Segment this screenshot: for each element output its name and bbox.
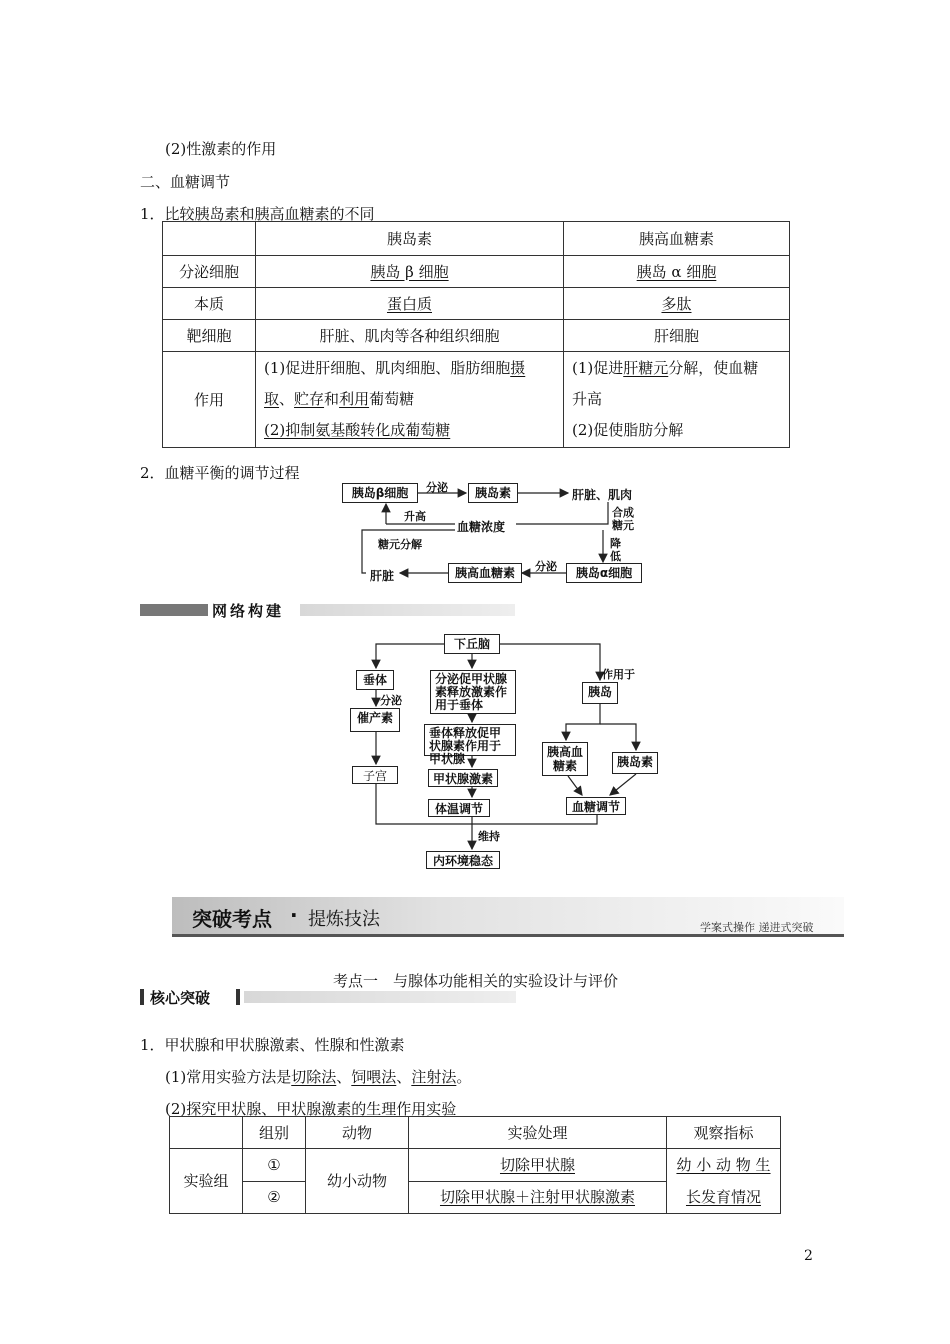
section-bar-right — [300, 604, 515, 616]
paragraph — [165, 1066, 471, 1087]
raise-label: 升高 — [404, 510, 426, 523]
liver-label: 肝脏 — [370, 569, 395, 583]
core-title: 核心突破 — [150, 989, 211, 1007]
text: (1)常用实验方法是 — [165, 1068, 292, 1086]
homeostasis-box: 内环境稳态 — [426, 851, 500, 869]
oxytocin-box: 催产素 — [350, 708, 400, 732]
text: (1)促进 — [572, 359, 624, 377]
banner-title: 突破考点 — [192, 907, 272, 931]
trh-box: 分泌促甲状腺素释放激素作用于垂体 — [430, 670, 516, 714]
subsection-title-compare: 1．比较胰岛素和胰高血糖素的不同 — [140, 205, 375, 223]
text: (2)抑制氨基酸转化成葡萄糖 — [264, 421, 451, 439]
glycogen-label: 糖元 — [612, 519, 634, 532]
text: 利用 — [339, 390, 370, 408]
core-bar-mark — [140, 989, 144, 1005]
text: 、 — [279, 390, 295, 408]
glucagon-box: 胰高血糖素 — [542, 742, 588, 776]
cell-value: ① — [243, 1149, 306, 1182]
pituitary-box: 垂体 — [356, 670, 394, 690]
text: 取 — [264, 390, 280, 408]
tsh-box: 垂体释放促甲状腺素作用于甲状腺 — [424, 724, 516, 756]
text: 贮存 — [294, 390, 325, 408]
text: 注射法 — [411, 1068, 457, 1086]
table-header: 动物 — [306, 1117, 409, 1149]
text: (2)促使脂肪分解 — [572, 421, 684, 439]
text: 葡萄糖 — [369, 390, 415, 408]
heading-sex-hormone: (2)性激素的作用 — [165, 140, 277, 158]
paragraph: 1．甲状腺和甲状腺激素、性腺和性激素 — [140, 1036, 405, 1054]
thyroid-experiment-table — [169, 1116, 781, 1214]
liver-muscle-label: 肝脏、肌肉 — [572, 488, 633, 502]
beta-cell-box: 胰岛β细胞 — [342, 483, 418, 503]
observation-cell — [667, 1149, 781, 1214]
banner-right-text: 学案式操作 递进式突破 — [700, 921, 814, 934]
text: 、 — [396, 1068, 412, 1086]
cell-value: 多肽 — [661, 294, 692, 313]
table-header: 胰岛素 — [256, 222, 564, 256]
table-header: 观察指标 — [667, 1117, 781, 1149]
text: 长发育情况 — [685, 1188, 761, 1206]
cell-value: 幼小动物 — [306, 1149, 409, 1214]
acts-on-label: 作用于 — [602, 668, 635, 681]
hypothalamus-box: 下丘脑 — [444, 634, 500, 654]
cell-value: ② — [243, 1181, 306, 1214]
page-number: 2 — [804, 1248, 813, 1264]
section-bar-left — [140, 604, 208, 616]
text: 升高 — [572, 390, 603, 408]
cell-value: 肝脏、肌肉等各种组织细胞 — [256, 320, 564, 352]
cell-value: 胰岛 β 细胞 — [370, 262, 449, 281]
table-header: 实验处理 — [409, 1117, 667, 1149]
text: 摄 — [510, 359, 526, 377]
cell-value: 肝细胞 — [564, 320, 790, 352]
kaodian-title: 考点一 与腺体功能相关的实验设计与评价 — [333, 972, 619, 990]
glucose-regulation-box: 血糖调节 — [566, 797, 626, 815]
text: 饲喂法 — [351, 1068, 397, 1086]
core-bar-mark-right — [236, 989, 240, 1005]
uterus-box: 子宫 — [352, 766, 398, 784]
row-label: 本质 — [163, 288, 256, 320]
group-label: 实验组 — [170, 1149, 243, 1214]
text: 和 — [324, 390, 340, 408]
glucose-concentration-label: 血糖浓度 — [457, 520, 506, 534]
row-label: 作用 — [163, 352, 256, 448]
core-bar-gradient — [244, 991, 516, 1003]
cell-value: 胰岛 α 细胞 — [636, 262, 717, 281]
lower-label: 降 — [610, 537, 621, 550]
cell-value: 蛋白质 — [386, 294, 432, 313]
text: 切除法 — [291, 1068, 337, 1086]
row-label: 靶细胞 — [163, 320, 256, 352]
table-header-empty — [170, 1117, 243, 1149]
glucagon-box: 胰高血糖素 — [448, 563, 522, 583]
text: (1)促进肝细胞、肌肉细胞、脂肪细胞 — [264, 359, 511, 377]
thyroxine-box: 甲状腺激素 — [428, 769, 498, 787]
subsection-title-process: 2．血糖平衡的调节过程 — [140, 464, 300, 482]
secrete-label: 分泌 — [426, 481, 448, 494]
thermoregulation-box: 体温调节 — [428, 799, 490, 817]
glycogenolysis-label: 糖元分解 — [378, 538, 422, 551]
cell-value: 切除甲状腺＋注射甲状腺激素 — [439, 1188, 635, 1207]
insulin-box: 胰岛素 — [612, 752, 658, 774]
section-title-blood-glucose: 二、血糖调节 — [140, 173, 231, 191]
synth-label: 合成 — [612, 506, 634, 519]
text: 、 — [336, 1068, 352, 1086]
banner-dot: · — [290, 903, 298, 927]
text: 幼 小 动 物 生 — [676, 1156, 771, 1174]
secrete-label: 分泌 — [380, 694, 402, 707]
maintain-label: 维持 — [478, 830, 500, 843]
text: 肝糖元 — [623, 359, 669, 377]
cell-value: 切除甲状腺 — [499, 1155, 575, 1174]
row-label: 分泌细胞 — [163, 256, 256, 288]
table-header: 组别 — [243, 1117, 306, 1149]
secrete2-label: 分泌 — [535, 560, 557, 573]
text: 。 — [456, 1068, 472, 1086]
lower2-label: 低 — [610, 550, 621, 563]
table-row — [170, 1149, 781, 1182]
paragraph: (2)探究甲状腺、甲状腺激素的生理作用实验 — [165, 1100, 457, 1118]
text: 分解，使血糖 — [668, 359, 759, 377]
banner-subtitle: 提炼技法 — [308, 909, 380, 930]
alpha-cell-box: 胰岛α细胞 — [566, 563, 642, 583]
network-title: 网络构建 — [212, 602, 285, 620]
insulin-box: 胰岛素 — [468, 483, 518, 503]
table-header: 胰高血糖素 — [564, 222, 790, 256]
islet-box: 胰岛 — [582, 682, 618, 704]
